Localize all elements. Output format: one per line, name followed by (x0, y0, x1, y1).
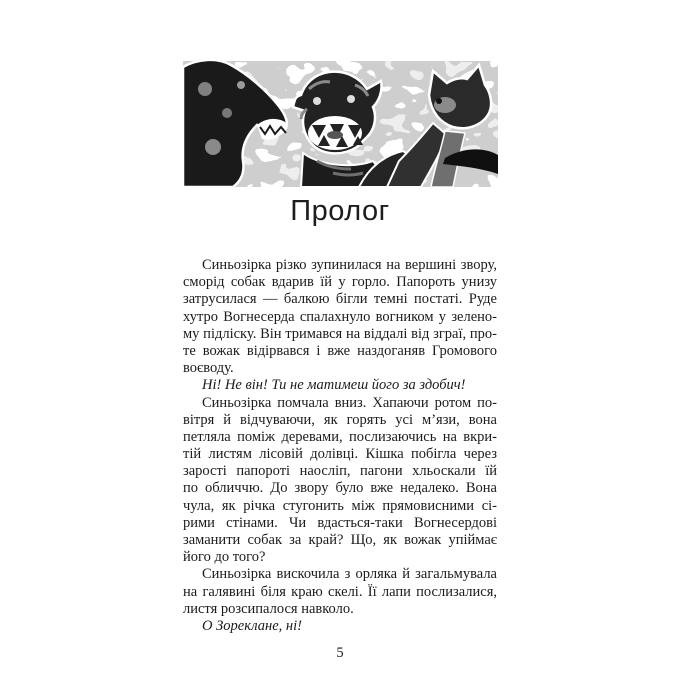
text-line: О Зореклане, ні! (202, 617, 302, 634)
text-line: петляла поміж деревами, послизаючись на вкри- (183, 428, 497, 445)
body-text (183, 257, 497, 635)
text-line: вітря й відчуваючи, як горять усі м’язи, вона (183, 411, 497, 428)
text-line: заманити собак за край? Що, як вожак упіймає (183, 532, 497, 548)
text-line: воєводу. (183, 360, 234, 377)
text-line: зарості папороті наосліп, пагони хльоскали їй (183, 463, 497, 480)
text-line: на галявині біля краю скелі. Її лапи послизалися, (183, 583, 497, 600)
text-line: сморід собак вдарив їй у горло. Папороть унизу (183, 274, 497, 291)
text-line: тій листям лісовій долівці. Кішка побігла через (183, 446, 497, 463)
prologue-illustration (183, 61, 498, 187)
text-line: Синьозірка помчала вниз. Хапаючи ротом по- (202, 394, 497, 411)
page-number: 5 (336, 645, 344, 661)
text-line: рими стінами. Чи вдасться-таки Вогнесердові (183, 514, 497, 531)
text-line: по обличчю. До звору було вже недалеко. Вона (183, 480, 497, 497)
text-line: Синьозірка різко зупинилася на вершині звору, (202, 257, 497, 273)
text-line: Синьозірка вискочила з орляка й загальмувала (202, 566, 497, 583)
text-line: хутро Вогнесерда спалахнуло вогником у зелено- (183, 308, 497, 325)
text-line: його до того? (183, 549, 266, 566)
text-line: Ні! Не він! Ти не матимеш його за здобич! (202, 377, 466, 394)
page-title: Пролог (290, 195, 390, 227)
text-line: затрусилася — балкою бігли темні постаті. Руде (183, 291, 497, 308)
text-line: листя розсипалося навколо. (183, 600, 354, 617)
text-line: те вожак відірвався і вже наздоганяв Громового (183, 342, 497, 359)
text-line: му підліску. Він тримався на віддалі від зграї, про- (183, 325, 497, 342)
text-line: чула, як річка стугонить між прямовисними сі- (183, 497, 497, 514)
